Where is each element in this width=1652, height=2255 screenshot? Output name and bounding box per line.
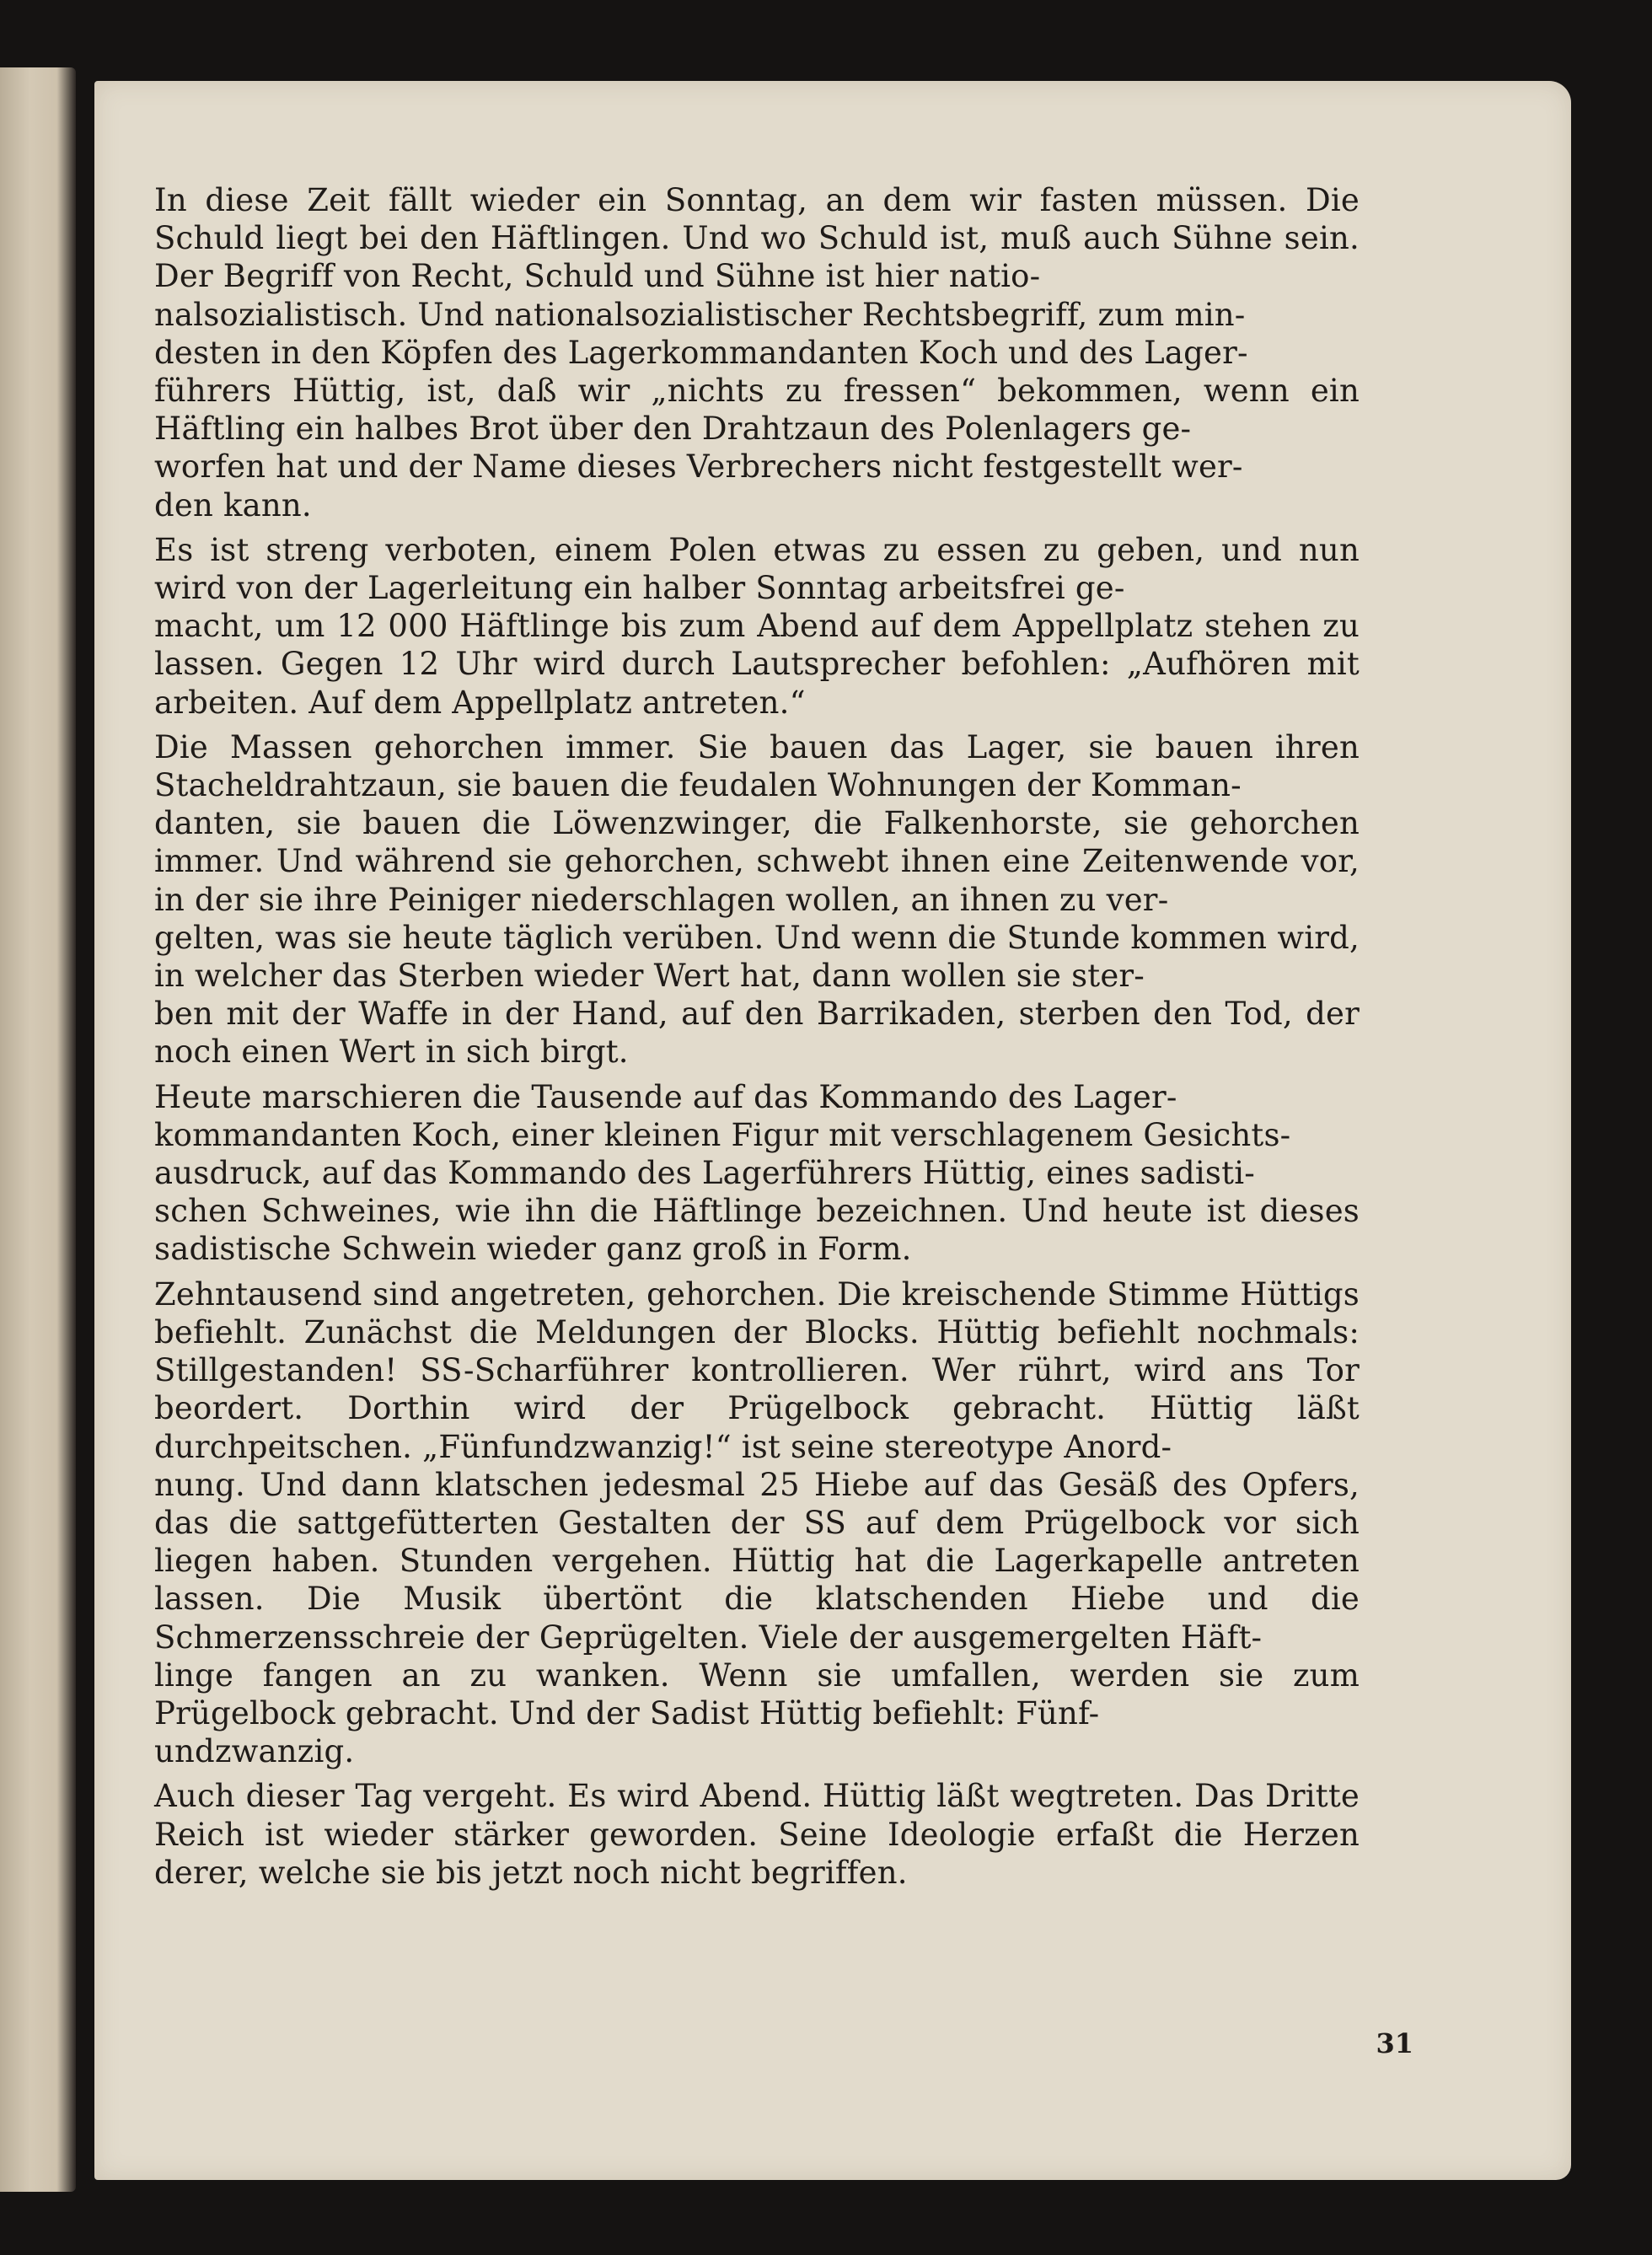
- page-body-text: [154, 181, 1360, 1898]
- paragraph-2: Es ist streng verboten, einem Polen etwas zu essen zu geben, und nun wird von der Lagerleitung ein halber Sonntag arbeitsfrei ge- macht, um 12 000 Häftlinge bis zum Abend auf dem Appellplatz stehen zu lassen. Gegen 12 Uhr wird durch Lautsprecher befohlen: „Aufhören mit arbeiten. Auf dem Appellplatz antreten.“: [154, 531, 1360, 721]
- page-number: 31: [1376, 2027, 1413, 2059]
- paragraph-1: In diese Zeit fällt wieder ein Sonntag, an dem wir fasten müssen. Die Schuld liegt bei den Häftlingen. Und wo Schuld ist, muß auch Sühne sein. Der Begriff von Recht, Schuld und Sühne ist hier natio- nalsozialistisch. Und nationalsozialistischer Rechtsbegriff, zum min- desten in den Köpfen des Lagerkommandanten Koch und des Lager- führers Hüttig, ist, daß wir „nichts zu fressen“ bekommen, wenn ein Häftling ein halbes Brot über den Drahtzaun des Polenlagers ge- worfen hat und der Name dieses Verbrechers nicht festgestellt wer- den kann.: [154, 182, 1360, 523]
- paragraph-4: Heute marschieren die Tausende auf das Kommando des Lager- kommandanten Koch, einer kleinen Figur mit verschlagenem Gesichts- ausdruck, auf das Kommando des Lagerführers Hüttig, eines sadisti- schen Schweines, wie ihn die Häftlinge bezeichnen. Und heute ist dieses sadistische Schwein wieder ganz groß in Form.: [154, 1078, 1360, 1268]
- paragraph-6: Auch dieser Tag vergeht. Es wird Abend. Hüttig läßt wegtreten. Das Dritte Reich ist wieder stärker geworden. Seine Ideologie erfaßt die Herzen derer, welche sie bis jetzt noch nicht begriffen.: [154, 1778, 1360, 1891]
- paragraph-3: Die Massen gehorchen immer. Sie bauen das Lager, sie bauen ihren Stacheldrahtzaun, sie bauen die feudalen Wohnungen der Komman- danten, sie bauen die Löwenzwinger, die Falkenhorste, sie gehorchen immer. Und während sie gehorchen, schwebt ihnen eine Zeitenwende vor, in der sie ihre Peiniger niederschlagen wollen, an ihnen zu ver- gelten, was sie heute täglich verüben. Und wenn die Stunde kommen wird, in welcher das Sterben wieder Wert hat, dann wollen sie ster- ben mit der Waffe in der Hand, auf den Barrikaden, sterben den Tod, der noch einen Wert in sich birgt.: [154, 728, 1360, 1071]
- paragraph-5: Zehntausend sind angetreten, gehorchen. Die kreischende Stimme Hüttigs befiehlt. Zunächst die Meldungen der Blocks. Hüttig befiehlt nochmals: Stillgestanden! SS-Scharführer kontrollieren. Wer rührt, wird ans Tor beordert. Dorthin wird der Prügelbock gebracht. Hüttig läßt durchpeitschen. „Fünfundzwanzig!“ ist seine stereotype Anord- nung. Und dann klatschen jedesmal 25 Hiebe auf das Gesäß des Opfers, das die sattgefütterten Gestalten der SS auf dem Prügelbock vor sich liegen haben. Stunden vergehen. Hüttig hat die Lagerkapelle antreten lassen. Die Musik übertönt die klatschenden Hiebe und die Schmerzensschreie der Geprügelten. Viele der ausgemergelten Häft- linge fangen an zu wanken. Wenn sie umfallen, werden sie zum Prügelbock gebracht. Und der Sadist Hüttig befiehlt: Fünf- undzwanzig.: [154, 1275, 1360, 1770]
- facing-page-edge: [0, 67, 76, 2192]
